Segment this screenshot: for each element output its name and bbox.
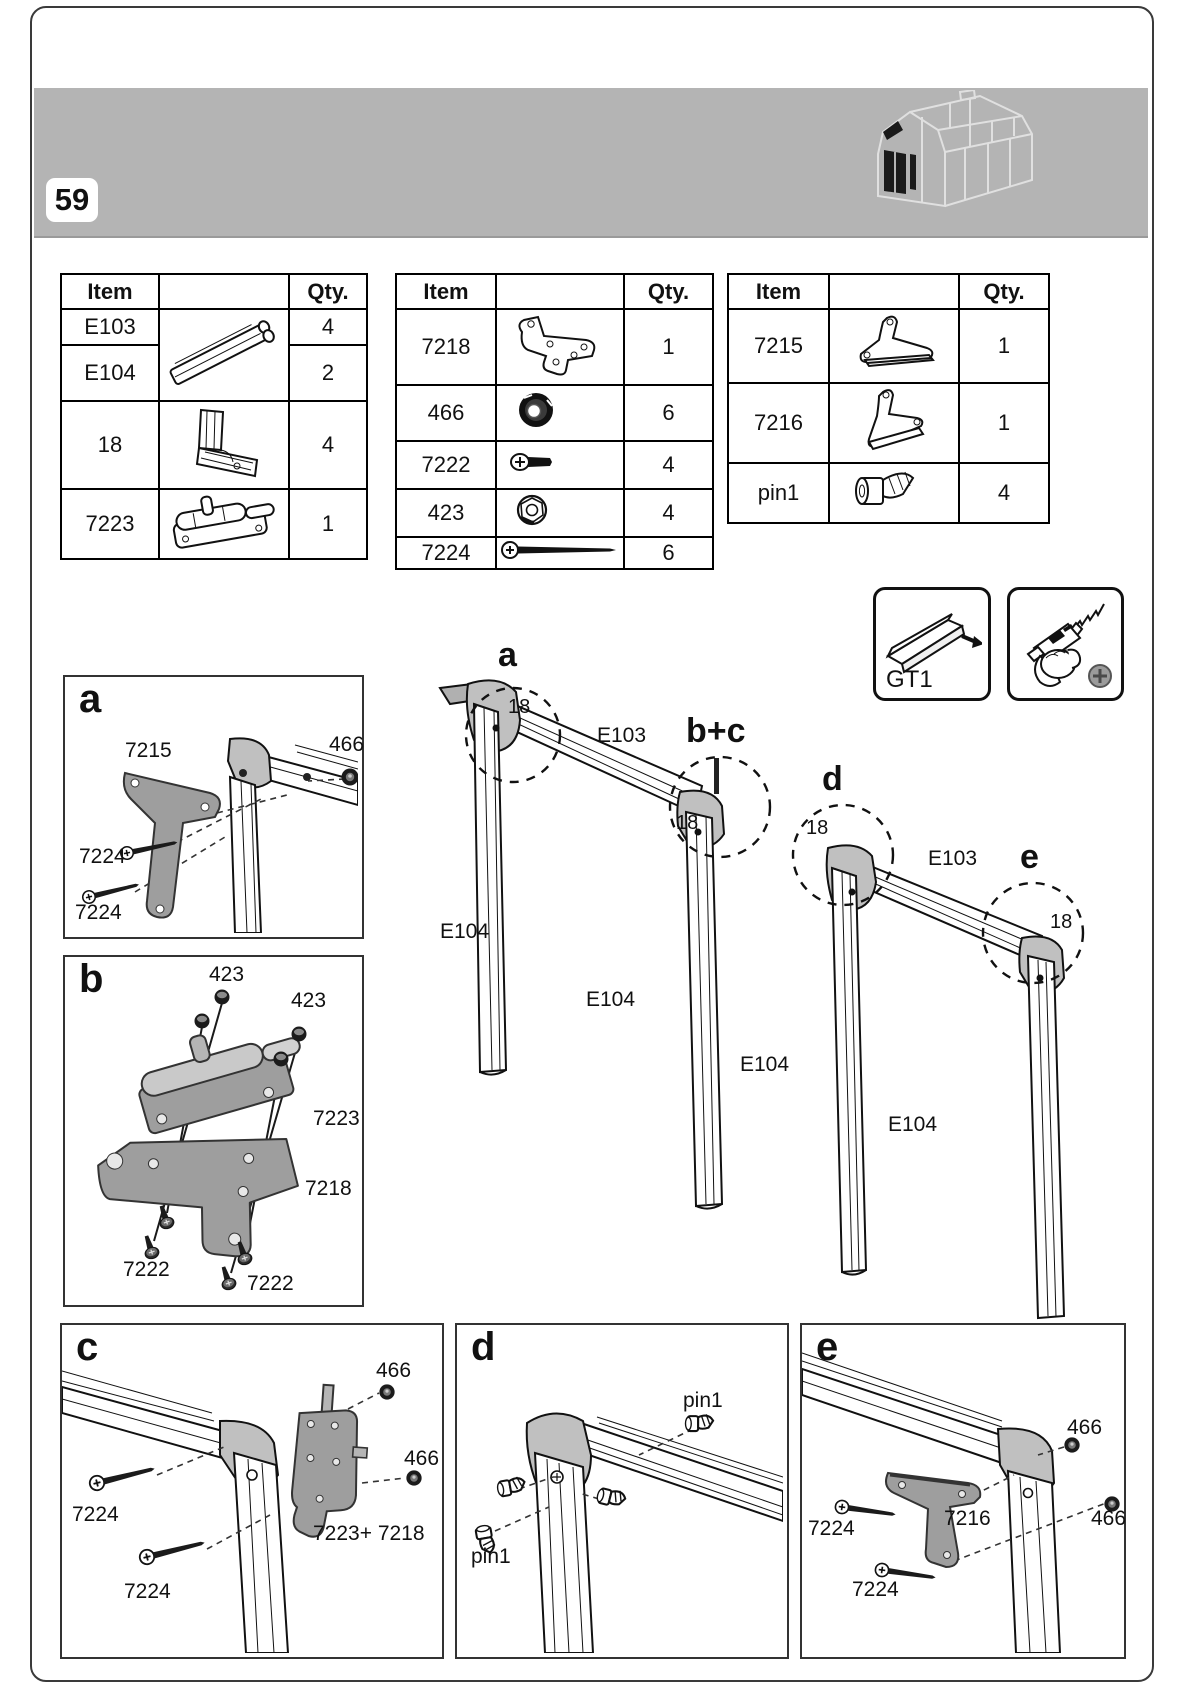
corner-connector-icon: [161, 402, 287, 482]
callout-466: 466: [1067, 1416, 1103, 1439]
col-header-image: [159, 274, 289, 309]
part-number: 423: [396, 489, 496, 537]
callout-7216: 7216: [944, 1507, 991, 1530]
part-qty: 2: [289, 345, 367, 401]
header-band: [34, 88, 1148, 238]
corner-label-18: 18: [508, 696, 531, 718]
detail-panel-a: [63, 675, 364, 939]
corner-label-18: 18: [1050, 911, 1073, 933]
parts-table-2: [395, 273, 714, 570]
table-row: [61, 489, 367, 559]
col-header-item: Item: [61, 274, 159, 309]
part-number: 7216: [728, 383, 829, 463]
part-qty: 1: [289, 489, 367, 559]
table-row: [396, 309, 713, 385]
detail-panel-c: [60, 1323, 444, 1659]
step-label-bc: b+c: [686, 712, 746, 750]
callout-7224: 7224: [124, 1580, 171, 1603]
part-qty: 1: [624, 309, 713, 385]
part-qty: 4: [959, 463, 1049, 523]
door-bracket-left-icon: [831, 384, 957, 456]
aluminium-profile-icon: [161, 310, 287, 394]
table-row: [61, 401, 367, 489]
panel-letter-c: c: [76, 1325, 99, 1369]
callout-466: 466: [376, 1359, 412, 1382]
barrel-bolt-latch-icon: [161, 490, 287, 552]
detail-panel-b: [63, 955, 364, 1307]
part-number: pin1: [728, 463, 829, 523]
parts-table-1: [60, 273, 368, 560]
col-header-qty: Qty.: [959, 274, 1049, 309]
table-row: [728, 463, 1049, 523]
table-row: [396, 441, 713, 489]
part-number: 7223: [61, 489, 159, 559]
panel-e-drawing: [802, 1325, 1120, 1653]
beam-label-e103: E103: [597, 724, 647, 747]
parts-table-3: [727, 273, 1050, 524]
table-row: [61, 309, 367, 345]
flange-nut-icon: [498, 490, 622, 530]
beam-label-e103: E103: [928, 847, 978, 870]
table-row: [728, 383, 1049, 463]
callout-7223-7218: 7223+ 7218: [313, 1522, 425, 1545]
callout-7215: 7215: [125, 739, 172, 762]
part-number: 18: [61, 401, 159, 489]
table-row: [728, 309, 1049, 383]
callout-7224: 7224: [808, 1517, 855, 1540]
callout-7224: 7224: [75, 901, 122, 924]
col-header-qty: Qty.: [624, 274, 713, 309]
post-label-e104: E104: [740, 1053, 790, 1076]
detail-panel-d: [455, 1323, 789, 1659]
panel-a-drawing: [65, 677, 358, 933]
part-qty: 4: [289, 309, 367, 345]
callout-pin1: pin1: [471, 1545, 511, 1568]
step-label-a: a: [498, 636, 517, 674]
table-row: [396, 537, 713, 569]
detail-panel-e: [800, 1323, 1126, 1659]
part-qty: 4: [289, 401, 367, 489]
post-label-e104: E104: [586, 988, 636, 1011]
countersunk-screw-icon: [498, 442, 622, 482]
part-number: 7215: [728, 309, 829, 383]
callout-7224: 7224: [79, 845, 126, 868]
part-number: E103: [61, 309, 159, 345]
col-header-item: Item: [728, 274, 829, 309]
col-header-qty: Qty.: [289, 274, 367, 309]
corner-label-18: 18: [806, 817, 829, 839]
col-header-item: Item: [396, 274, 496, 309]
callout-466: 466: [404, 1447, 440, 1470]
flange-nut-dark-icon: [498, 386, 622, 434]
part-qty: 6: [624, 385, 713, 441]
part-qty: 4: [624, 441, 713, 489]
callout-7224: 7224: [852, 1578, 899, 1601]
panel-letter-d: d: [471, 1325, 496, 1369]
glazing-tool-label: GT1: [886, 666, 933, 693]
door-bracket-right-icon: [831, 310, 957, 376]
corner-label-18: 18: [676, 812, 699, 834]
panel-letter-e: e: [816, 1325, 839, 1369]
table-row: [396, 385, 713, 441]
callout-7224: 7224: [72, 1503, 119, 1526]
callout-423: 423: [291, 989, 327, 1012]
part-number: 7218: [396, 309, 496, 385]
panel-letter-b: b: [79, 957, 104, 1001]
step-label-e: e: [1020, 838, 1039, 876]
col-header-image: [496, 274, 624, 309]
greenhouse-icon: [870, 90, 1070, 234]
panel-d-drawing: [457, 1325, 783, 1653]
part-qty: 1: [959, 383, 1049, 463]
callout-466: 466: [329, 733, 365, 756]
part-qty: 6: [624, 537, 713, 569]
panel-letter-a: a: [79, 677, 102, 721]
long-screw-icon: [498, 538, 622, 562]
callout-7218: 7218: [305, 1177, 352, 1200]
post-label-e104: E104: [440, 920, 490, 943]
part-number: 7224: [396, 537, 496, 569]
callout-7222: 7222: [123, 1258, 170, 1281]
part-number: 7222: [396, 441, 496, 489]
col-header-image: [829, 274, 959, 309]
part-number: E104: [61, 345, 159, 401]
door-frames-diagram: [380, 600, 1160, 1330]
step-label-d: d: [822, 760, 843, 798]
post-label-e104: E104: [888, 1113, 938, 1136]
page-number: 59: [46, 178, 98, 222]
table-row: [396, 489, 713, 537]
callout-7223: 7223: [313, 1107, 360, 1130]
callout-7222: 7222: [247, 1272, 294, 1295]
part-qty: 1: [959, 309, 1049, 383]
callout-466: 466: [1091, 1507, 1127, 1530]
latch-plate-icon: [498, 310, 622, 378]
callout-pin1: pin1: [683, 1389, 723, 1412]
part-qty: 4: [624, 489, 713, 537]
part-number: 466: [396, 385, 496, 441]
callout-423: 423: [209, 963, 245, 986]
plastic-pin-icon: [831, 464, 957, 516]
